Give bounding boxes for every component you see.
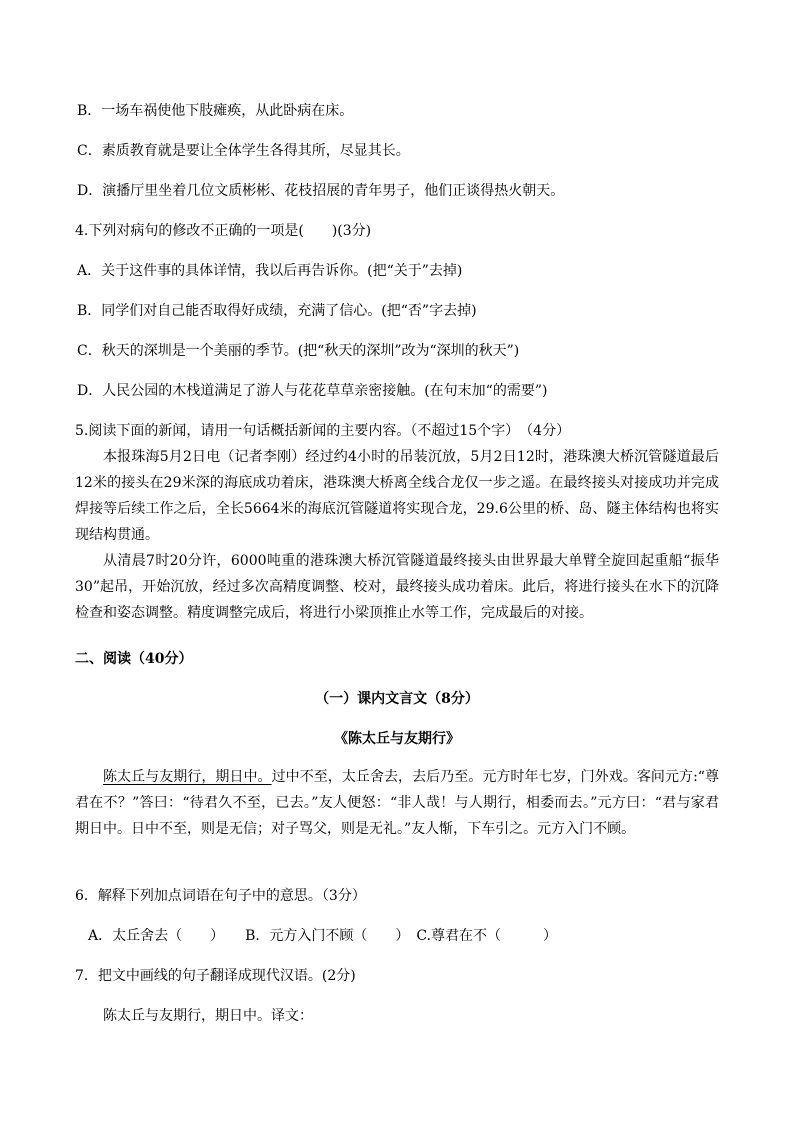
q6-stem: 6．解释下列加点词语在句子中的意思。（3分） — [75, 888, 366, 904]
q5-news-paragraph-2: 从清晨7时20分许，6000吨重的港珠澳大桥沉管隧道最终接头由世界最大单臂全旋回起重船“振华30”起吊，开始沉放，经过多次高精度调整、校对，最终接头成功着床。此后，将进行接头在水下的沉降检查和姿态调整。精度调整完成后，将进行小梁顶推止水等工作，完成最后的对接。 — [75, 553, 719, 621]
underlined-sentence: 陈太丘与友期行，期日中。 — [103, 769, 272, 785]
q3-option-d: D．演播厅里坐着几位文质彬彬、花枝招展的青年男子，他们正谈得热火朝天。 — [77, 183, 565, 199]
passage-title: 《陈太丘与友期行》 — [334, 731, 460, 747]
q5-stem: 5.阅读下面的新闻，请用一句话概括新闻的主要内容。（不超过15个字） （4分） — [75, 423, 571, 439]
q7-answer-line: 陈太丘与友期行，期日中。译文： — [103, 1008, 313, 1024]
q4-option-a: A．关于这件事的具体详情，我以后再告诉你。(把“关于”去掉) — [77, 263, 463, 279]
q6-items: A．太丘舍去（ ） B．元方入门不顾（ ） C.尊君在不（ ） — [88, 928, 558, 944]
q5-news-paragraph-1: 本报珠海5月2日电（记者李刚）经过约4小时的吊装沉放，5月2日12时，港珠澳大桥沉管隧道最后12米的接头在29米深的海底成功着床，港珠澳大桥离全线合龙仅一步之遥。在最终接头对接成功并完成焊接等后续工作之后，全长5664米的海底沉管隧道将实现合龙，29.6公里的桥、岛、隧主体结构也将实现结构贯通。 — [75, 449, 719, 543]
q4-option-b: B．同学们对自己能否取得好成绩，充满了信心。(把“否”字去掉) — [77, 303, 477, 319]
q3-option-b: B．一场车祸使他下肢瘫痪，从此卧病在床。 — [77, 103, 354, 119]
q4-option-c: C．秋天的深圳是一个美丽的季节。(把“秋天的深圳”改为“深圳的秋天”) — [77, 343, 520, 359]
q3-option-c: C．素质教育就是要让全体学生各得其所，尽显其长。 — [77, 143, 410, 159]
q4-stem: 4.下列对病句的修改不正确的一项是( )(3分) — [75, 223, 372, 239]
classical-passage — [75, 764, 719, 842]
passage-body: 过中不至，太丘舍去，去后乃至。元方时年七岁，门外戏。客问元方:“尊君在不？”答曰：“待君久不至，已去。”友人便怒：“非人哉！与人期行，相委而去。”元方曰：“君与家君期日中。日中不至，则是无信；对子骂父，则是无礼。”友人惭，下车引之。元方入门不顾。 — [75, 769, 719, 837]
subsection-title: （一）课内文言文（8分） — [315, 691, 479, 707]
section-2-title: 二、阅读（40分） — [75, 651, 193, 667]
q4-option-d: D．人民公园的木栈道满足了游人与花花草草亲密接触。(在句末加“的需要”) — [77, 383, 548, 399]
q7-stem: 7．把文中画线的句子翻译成现代汉语。(2分) — [75, 968, 356, 984]
